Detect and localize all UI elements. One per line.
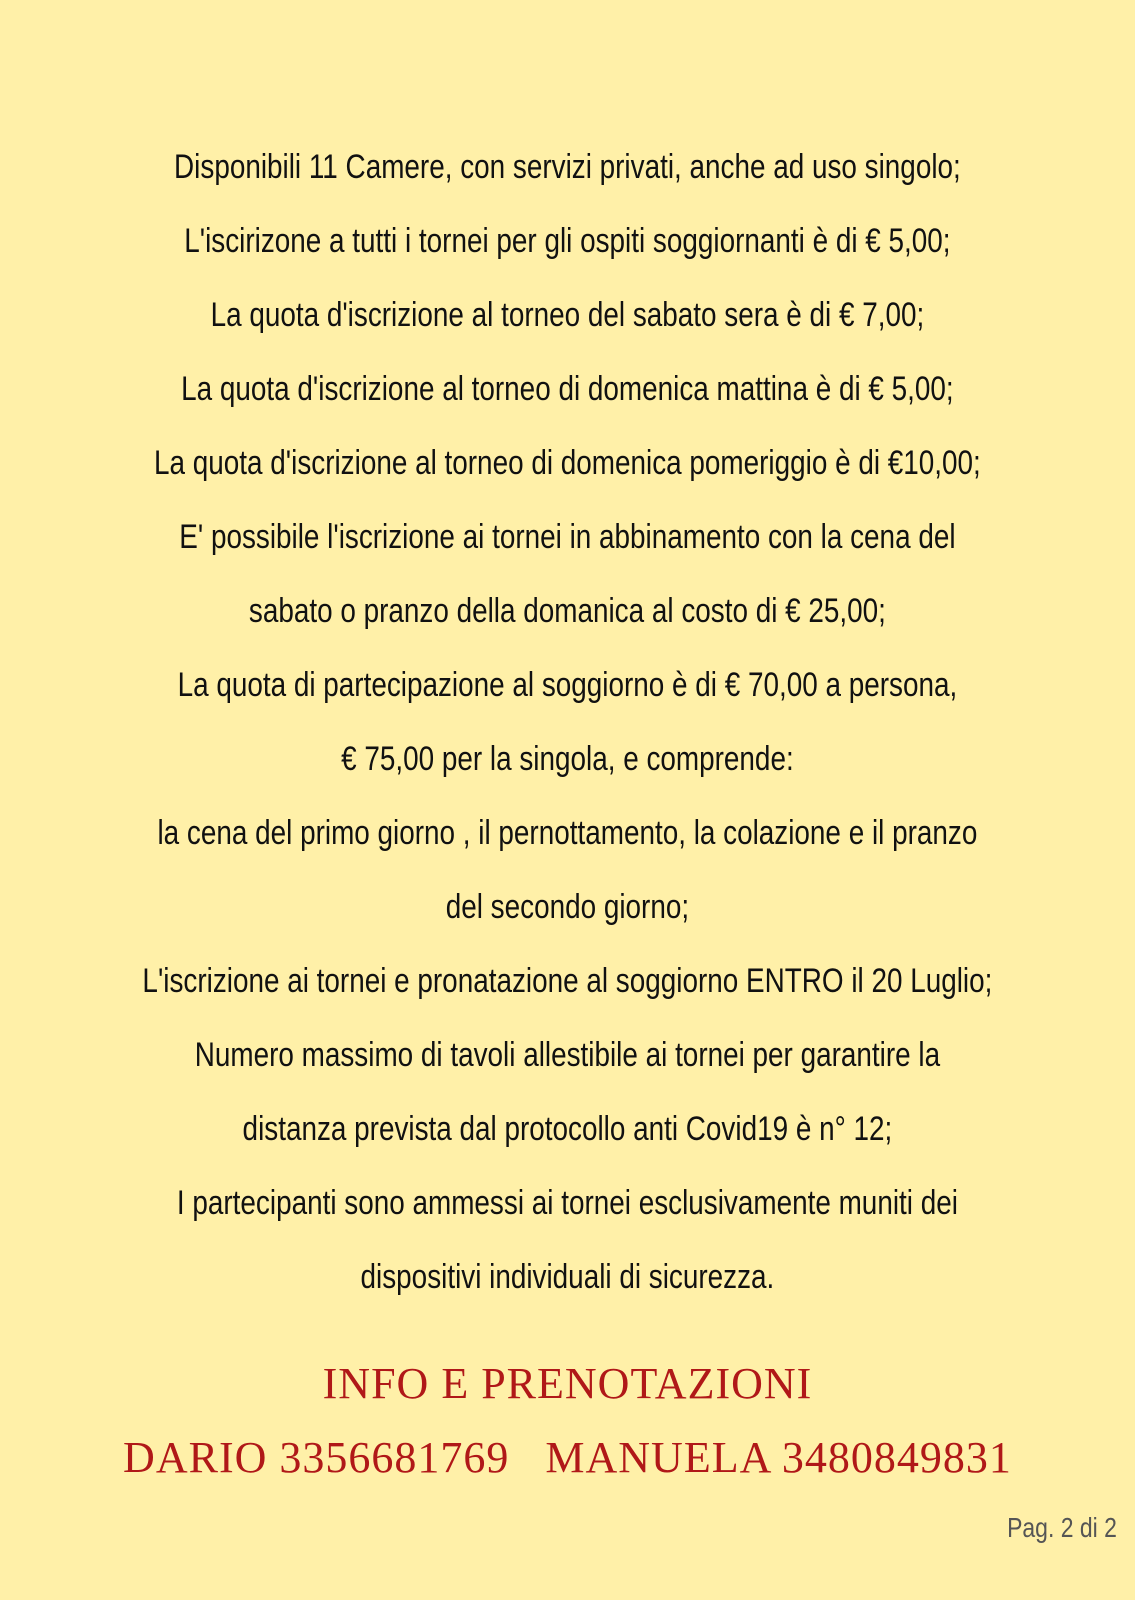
info-line: I partecipanti sono ammessi ai tornei esclusivamente muniti dei — [176, 1184, 958, 1222]
info-text-block — [102, 130, 1033, 1314]
info-line: La quota d'iscrizione al torneo di domenica pomeriggio è di €10,00; — [154, 444, 981, 482]
info-line: L'iscrizione ai tornei e pronatazione al soggiorno ENTRO il 20 Luglio; — [142, 962, 993, 1000]
info-line: La quota di partecipazione al soggiorno è di € 70,00 a persona, — [177, 666, 958, 704]
info-line: la cena del primo giorno , il pernottamento, la colazione e il pranzo — [157, 814, 978, 852]
page-number: Pag. 2 di 2 — [1007, 1512, 1117, 1543]
info-line: La quota d'iscrizione al torneo di domenica mattina è di € 5,00; — [181, 370, 954, 408]
info-line: sabato o pranzo della domanica al costo di € 25,00; — [248, 592, 886, 630]
info-line: distanza prevista dal protocollo anti Covid19 è n° 12; — [242, 1110, 893, 1148]
info-line: Numero massimo di tavoli allestibile ai tornei per garantire la — [194, 1036, 941, 1074]
info-line: Disponibili 11 Camere, con servizi privati, anche ad uso singolo; — [174, 148, 961, 186]
info-line: € 75,00 per la singola, e comprende: — [341, 740, 794, 778]
contact-phone-numbers: DARIO 3356681769 MANUELA 3480849831 — [123, 1433, 1012, 1482]
info-line: La quota d'iscrizione al torneo del sabato sera è di € 7,00; — [210, 296, 925, 334]
info-line: L'iscirizone a tutti i tornei per gli ospiti soggiornanti è di € 5,00; — [184, 222, 951, 260]
contact-title: INFO E PRENOTAZIONI — [322, 1359, 813, 1408]
info-line: del secondo giorno; — [445, 888, 690, 926]
info-line: dispositivi individuali di sicurezza. — [360, 1258, 775, 1296]
info-line: E' possibile l'iscrizione ai tornei in abbinamento con la cena del — [179, 518, 956, 556]
